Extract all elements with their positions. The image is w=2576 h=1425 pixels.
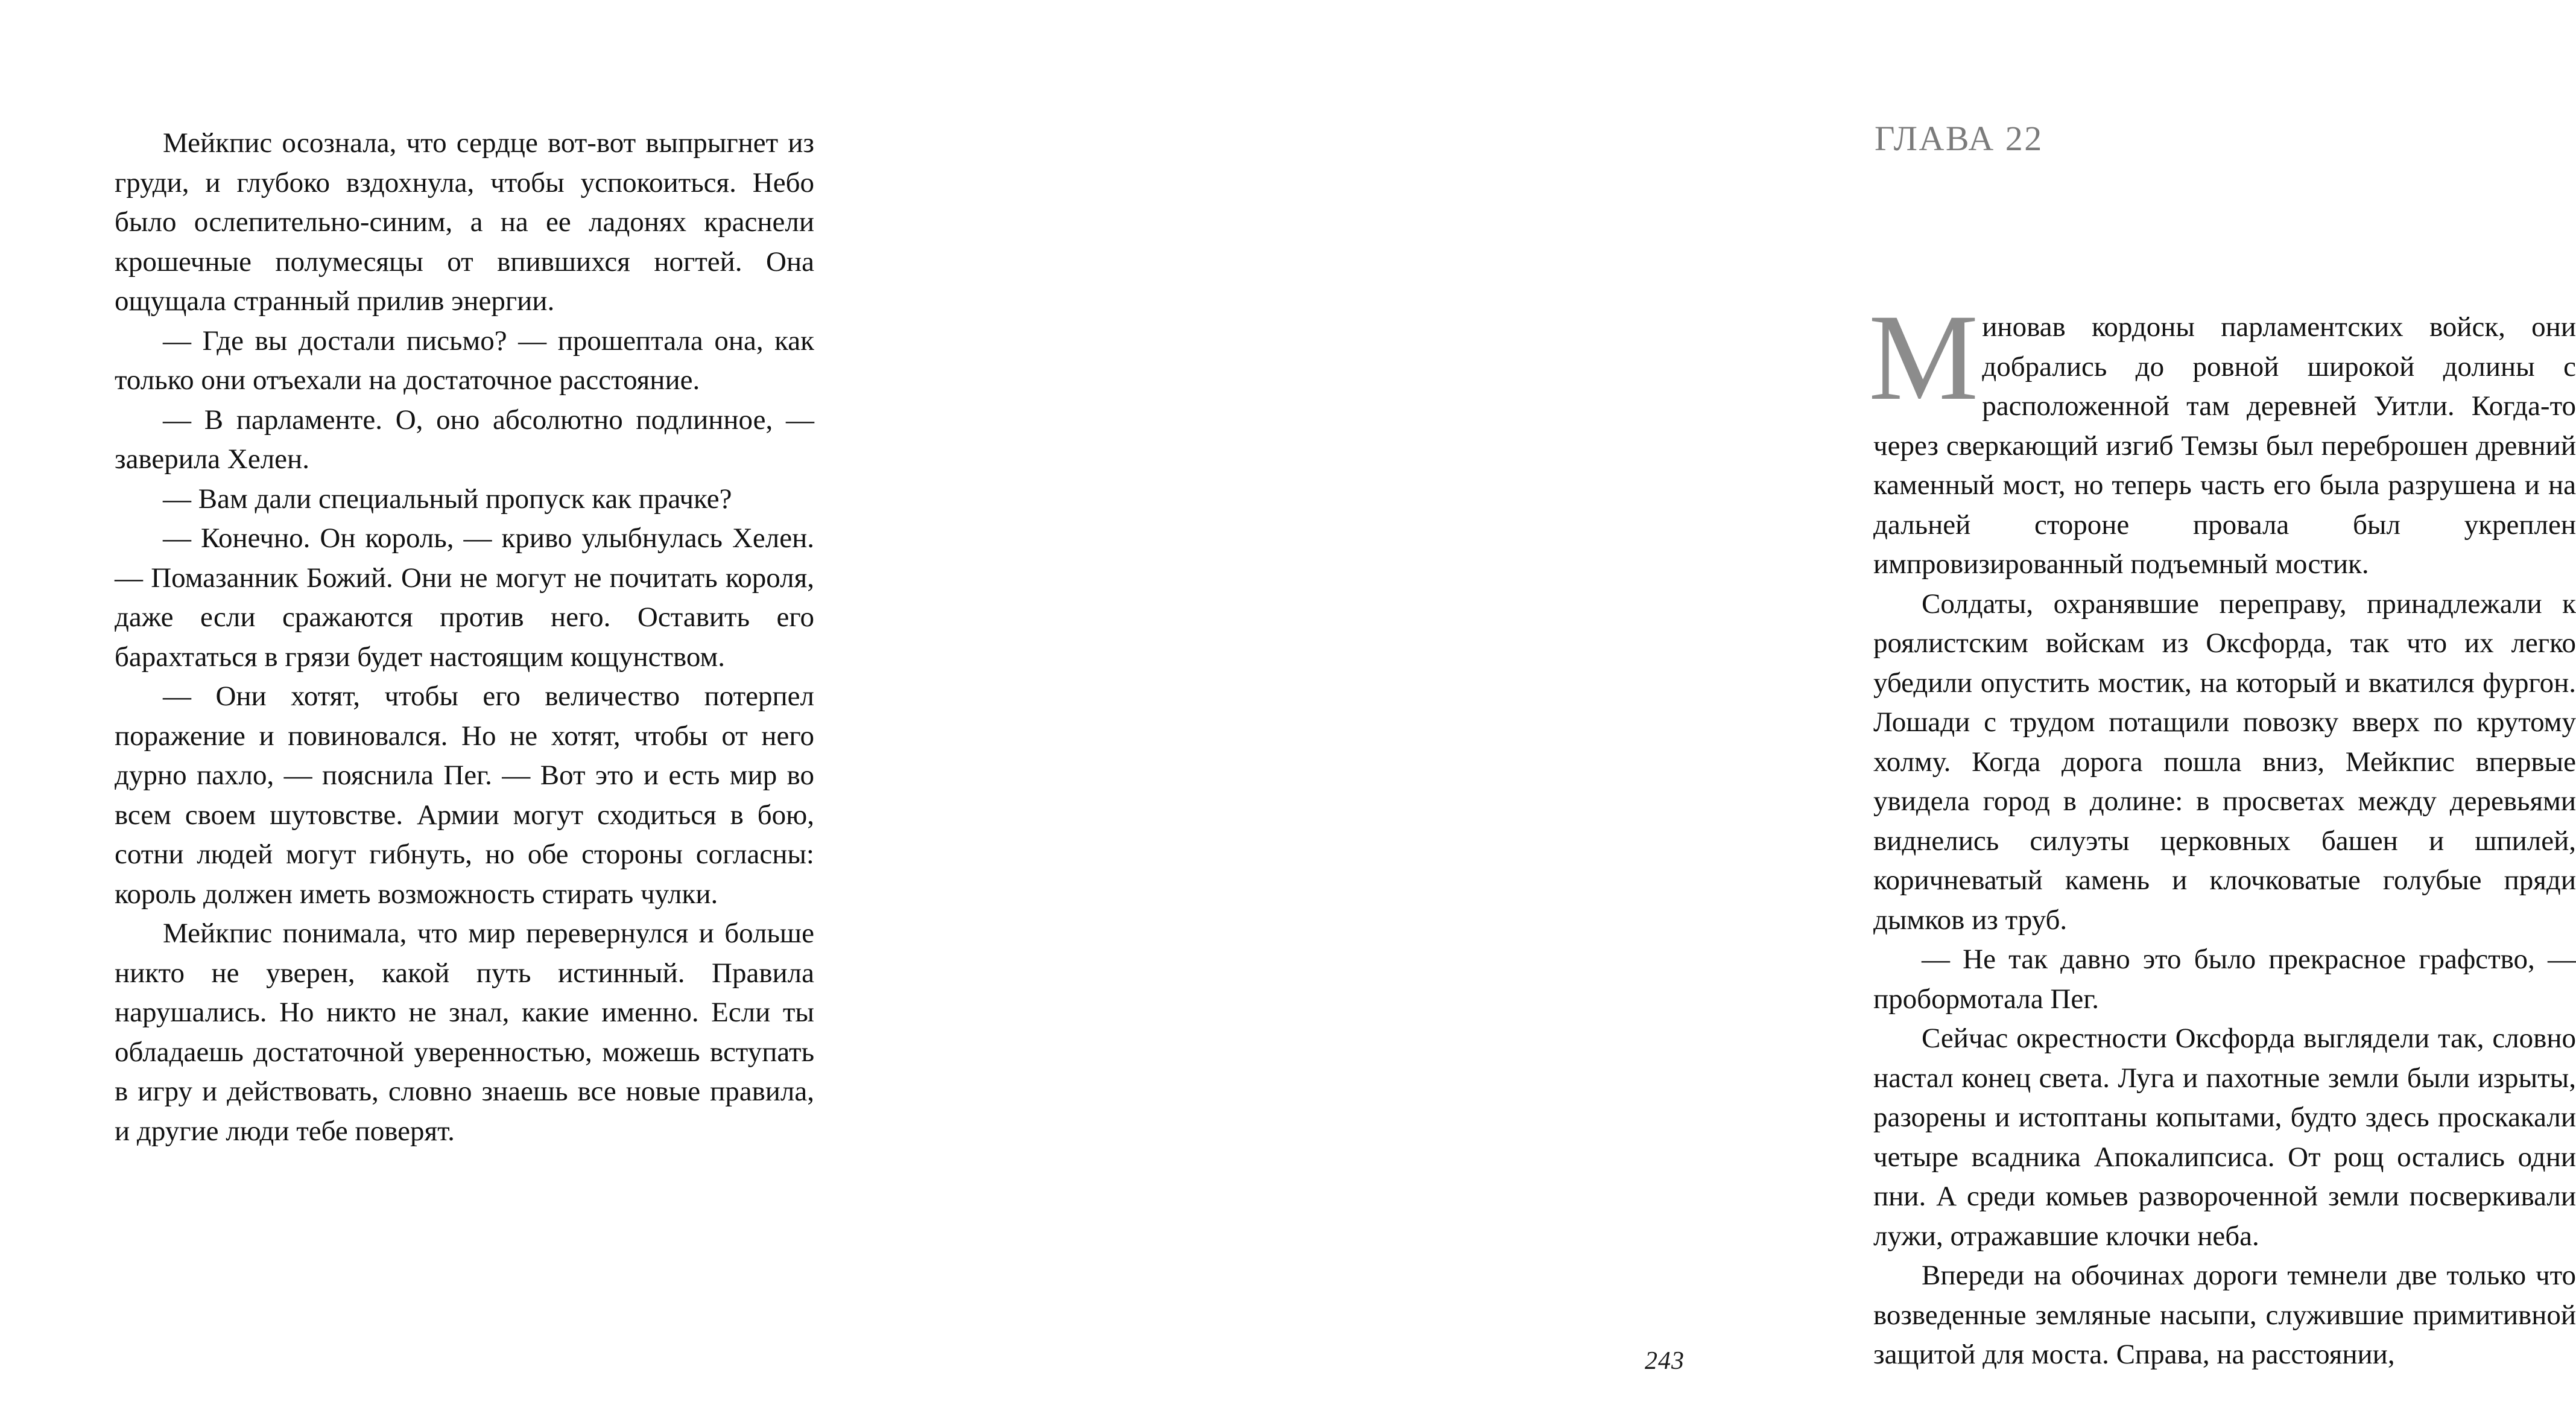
chapter-title: ГЛАВА 22 [1875, 119, 2043, 158]
paragraph: Впереди на обочинах дороги темнели две только что возведенные земляные насыпи, служившие примитивной защитой для моста. Справа, на расстоянии, [1873, 1260, 2576, 1370]
paragraph: Солдаты, охранявшие переправу, принадлежали к роялистским войскам из Оксфорда, так что их легко убедили опустить мостик, на который и вкатился фургон. Лошади с трудом потащили повозку вверх по крутому холму. Когда дорога пошла вниз, Мейкпис впервые увидела город в долине: в просветах между деревьями виднелись силуэты церковных башен и шпилей, коричневатый камень и клочковатые голубые пряди дымков из труб. [1873, 588, 2576, 936]
paragraph: — Не так давно это было прекрасное графство, — пробормотала Пег. [1873, 944, 2576, 1015]
left-page-text-column [115, 124, 814, 1151]
paragraph: Мейкпис осознала, что сердце вот-вот выпрыгнет из груди, и глубоко вздохнула, чтобы успокоиться. Небо было ослепительно-синим, а на ее ладонях краснели крошечные полумесяцы от впившихся ногтей. Она ощущала странный прилив энергии. [115, 127, 814, 317]
paragraph: — Вам дали специальный пропуск как прачке? [163, 483, 732, 515]
paragraph: — Конечно. Он король, — криво улыбнулась Хелен. — Помазанник Божий. Они не могут не почитать короля, даже если сражаются против него. Оставить его барахтаться в грязи будет настоящим кощунством. [115, 522, 814, 673]
right-page-text-column [1869, 289, 2576, 1375]
drop-cap: М [1869, 289, 1979, 426]
paragraph: — В парламенте. О, оно абсолютно подлинное, — заверила Хелен. [115, 404, 814, 475]
right-page [890, 0, 2576, 1425]
opening-paragraph-body: иновав кордоны парламентских войск, они добрались до ровной широкой долины с расположенной там деревней Уитли. Когда-то через сверкающий изгиб Темзы был переброшен древний каменный мост, но теперь часть его была разрушена и на дальней стороне провала был укреплен импровизированный подъемный мостик. [1873, 311, 2576, 580]
paragraph: Сейчас окрестности Оксфорда выглядели так, словно настал конец света. Луга и пахотные земли были изрыты, разорены и истоптаны копытами, будто здесь проскакали четыре всадника Апокалипсиса. От рощ остались одни пни. А среди комьев развороченной земли посверкивали лужи, отражавшие клочки неба. [1873, 1023, 2576, 1252]
page-number: 243 [1645, 1347, 1685, 1375]
opening-paragraph [1869, 289, 2576, 585]
paragraph: Мейкпис понимала, что мир перевернулся и больше никто не уверен, какой путь истинный. Правила нарушались. Но никто не знал, какие именно. Если ты обладаешь достаточной уверенностью, можешь вступать в игру и действовать, словно знаешь все новые правила, и другие люди тебе поверят. [115, 918, 814, 1147]
paragraph: — Где вы достали письмо? — прошептала она, как только они отъехали на достаточное расстояние. [115, 325, 814, 396]
paragraph: — Они хотят, чтобы его величество потерпел поражение и повиновался. Но не хотят, чтобы от него дурно пахло, — пояснила Пег. — Вот это и есть мир во всем своем шутовстве. Армии могут сходиться в бою, сотни людей могут гибнуть, но обе стороны согласны: король должен иметь возможность стирать чулки. [115, 681, 814, 910]
left-page [0, 0, 890, 1425]
